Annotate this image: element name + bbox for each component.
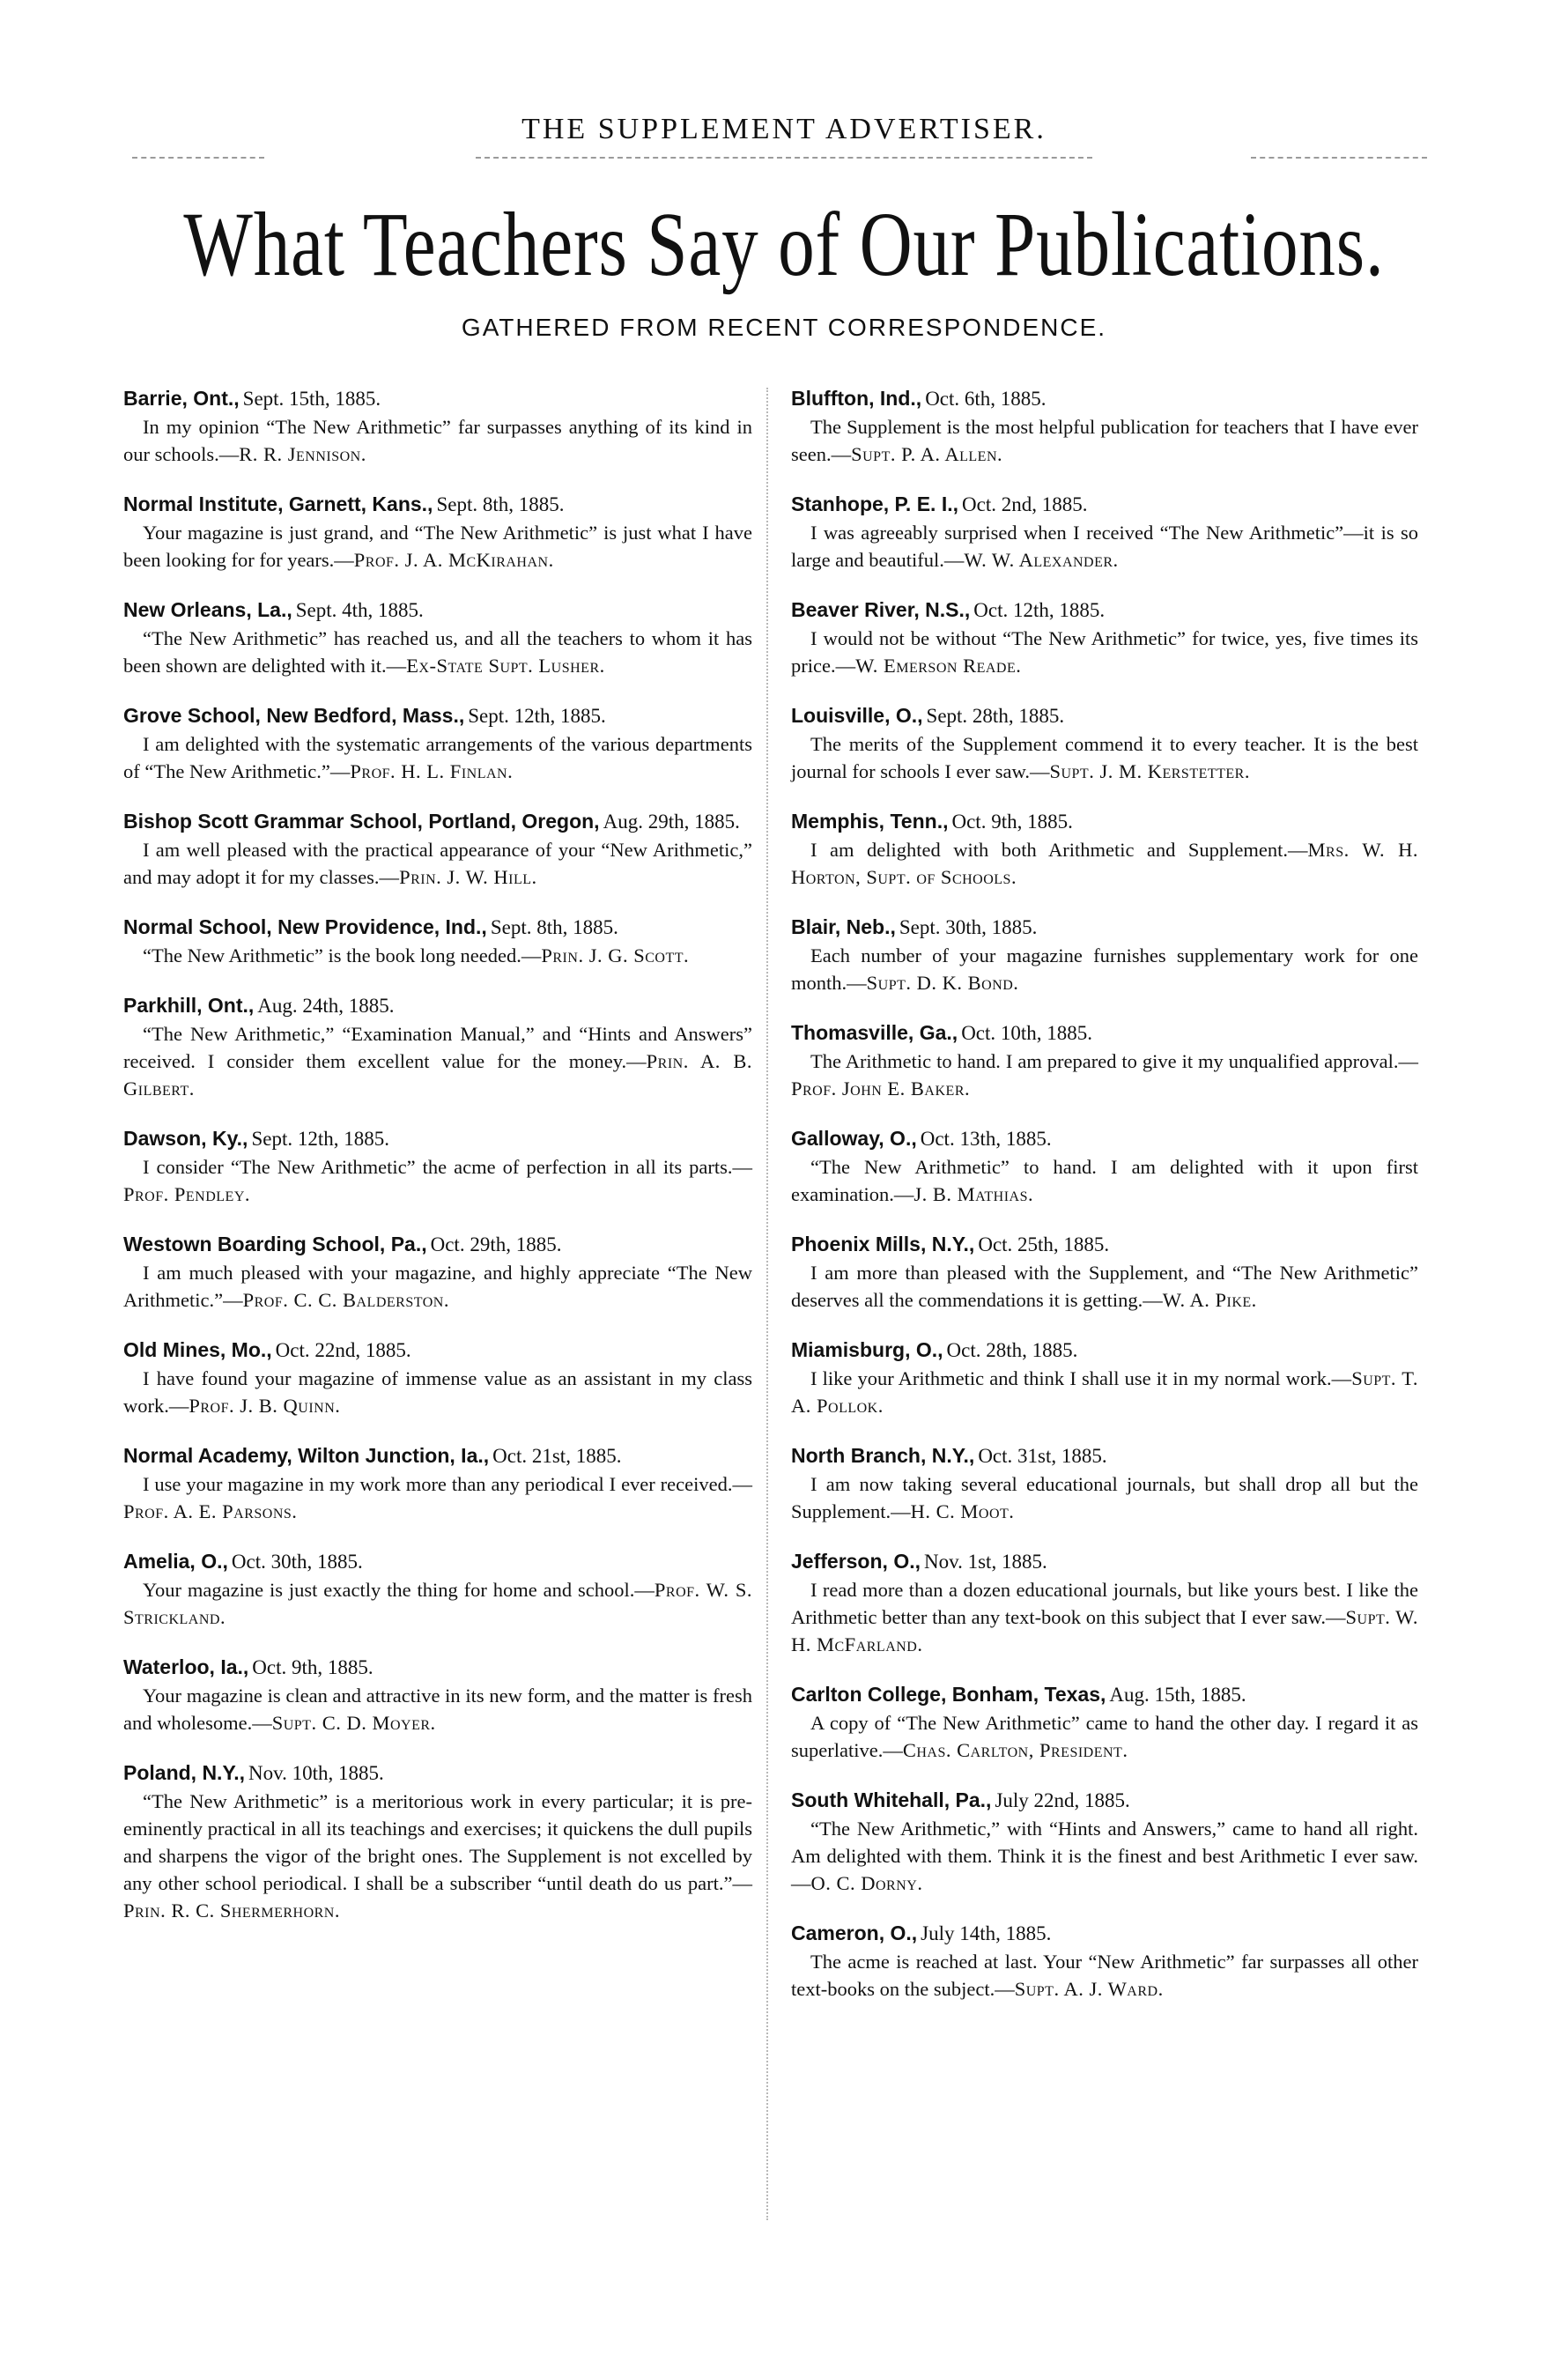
testimonial-entry <box>791 701 1418 785</box>
testimonial-heading <box>791 1336 1418 1365</box>
testimonial-entry <box>123 1441 752 1525</box>
testimonial-quote <box>791 1948 1418 2003</box>
testimonial-heading <box>791 913 1418 942</box>
testimonial-quote <box>123 1259 752 1314</box>
testimonial-heading <box>791 1680 1418 1709</box>
testimonial-heading <box>123 596 752 625</box>
testimonial-signature: Prin. J. W. Hill. <box>399 866 537 888</box>
testimonial-text: Your magazine is just exactly the thing for home and school.— <box>143 1579 655 1601</box>
testimonial-entry <box>123 1547 752 1631</box>
testimonial-date: Oct. 2nd, 1885. <box>962 493 1088 515</box>
testimonial-location: Normal School, New Providence, Ind., <box>123 915 487 938</box>
testimonial-date: Nov. 10th, 1885. <box>248 1762 384 1784</box>
testimonial-text: I like your Arithmetic and think I shall use it in my normal work.— <box>810 1367 1352 1389</box>
testimonial-entry <box>791 384 1418 468</box>
testimonial-heading <box>123 1441 752 1470</box>
testimonial-location: Old Mines, Mo., <box>123 1338 272 1361</box>
running-head: THE SUPPLEMENT ADVERTISER. <box>521 113 1047 145</box>
testimonial-quote <box>123 625 752 679</box>
testimonial-date: Aug. 29th, 1885. <box>603 811 740 833</box>
testimonial-quote <box>791 1153 1418 1208</box>
testimonial-quote <box>791 413 1418 468</box>
testimonial-signature: Prof. W. S. Strickland. <box>123 1579 752 1628</box>
testimonial-entry <box>791 1336 1418 1419</box>
column-divider <box>766 388 768 2220</box>
testimonial-location: North Branch, N.Y., <box>791 1444 975 1467</box>
testimonial-location: Beaver River, N.S., <box>791 598 971 621</box>
testimonial-signature: Supt. D. K. Bond. <box>866 972 1019 994</box>
testimonial-heading <box>791 1230 1418 1259</box>
testimonial-location: Thomasville, Ga., <box>791 1021 958 1044</box>
testimonial-heading <box>791 807 1418 836</box>
page-title: What Teachers Say of Our Publications. <box>183 194 1385 295</box>
testimonial-signature: Prin. J. G. Scott. <box>541 944 690 966</box>
testimonial-location: Parkhill, Ont., <box>123 994 255 1017</box>
testimonial-signature: Supt. W. H. McFarland. <box>791 1606 1418 1655</box>
testimonial-quote <box>791 1048 1418 1102</box>
testimonial-text: Your magazine is just grand, and “The New Arithmetic” is just what I have been looking for for years.— <box>123 522 752 571</box>
testimonial-entry <box>791 1441 1418 1525</box>
testimonial-location: Poland, N.Y., <box>123 1761 246 1784</box>
testimonial-quote <box>123 413 752 468</box>
testimonial-text: The Supplement is the most helpful publication for teachers that I have ever seen.— <box>791 416 1418 465</box>
testimonial-quote <box>791 1709 1418 1764</box>
testimonial-date: Sept. 8th, 1885. <box>490 916 618 938</box>
testimonial-heading <box>791 384 1418 413</box>
testimonial-location: Normal Academy, Wilton Junction, Ia., <box>123 1444 490 1467</box>
testimonial-entry <box>791 1680 1418 1764</box>
testimonial-heading <box>123 490 752 519</box>
testimonial-signature: W. Emerson Reade. <box>855 655 1022 677</box>
testimonial-location: South Whitehall, Pa., <box>791 1788 992 1811</box>
testimonial-date: Nov. 1st, 1885. <box>923 1551 1047 1573</box>
testimonial-text: I would not be without “The New Arithmetic” for twice, yes, five times its price.— <box>791 627 1418 677</box>
testimonial-date: Oct. 10th, 1885. <box>961 1022 1093 1044</box>
testimonial-location: Louisville, O., <box>791 704 923 727</box>
testimonial-date: Oct. 29th, 1885. <box>430 1233 562 1255</box>
testimonial-date: Oct. 6th, 1885. <box>925 388 1047 410</box>
testimonial-quote <box>791 836 1418 891</box>
testimonial-location: Cameron, O., <box>791 1922 918 1944</box>
testimonial-date: Sept. 12th, 1885. <box>251 1128 389 1150</box>
testimonial-heading <box>123 701 752 730</box>
header-rule-right <box>1251 157 1427 159</box>
testimonial-text: I read more than a dozen educational journals, but like yours best. I like the Arithmetic better than any text-book on this subject that I ever saw.— <box>791 1579 1418 1628</box>
testimonial-date: Oct. 9th, 1885. <box>252 1656 374 1678</box>
testimonial-location: Stanhope, P. E. I., <box>791 492 959 515</box>
testimonial-text: I use your magazine in my work more than any periodical I ever received.— <box>143 1473 752 1495</box>
testimonial-date: Oct. 28th, 1885. <box>946 1339 1078 1361</box>
testimonial-heading <box>791 1547 1418 1576</box>
testimonial-entry <box>123 913 752 969</box>
testimonial-text: The Arithmetic to hand. I am prepared to give it my unqualified approval.— <box>810 1050 1418 1072</box>
testimonial-text: A copy of “The New Arithmetic” came to hand the other day. I regard it as superlative.— <box>791 1712 1418 1761</box>
testimonial-text: I am well pleased with the practical appearance of your “New Arithmetic,” and may adopt it for my classes.— <box>123 839 752 888</box>
testimonial-location: Waterloo, Ia., <box>123 1655 249 1678</box>
testimonial-text: “The New Arithmetic” to hand. I am delighted with it upon first examination.— <box>791 1156 1418 1205</box>
testimonial-entry <box>791 490 1418 574</box>
testimonial-signature: Prof. H. L. Finlan. <box>350 760 514 782</box>
testimonial-heading <box>123 1336 752 1365</box>
testimonial-entry <box>791 1124 1418 1208</box>
testimonial-location: Westown Boarding School, Pa., <box>123 1233 427 1255</box>
testimonial-signature: W. W. Alexander. <box>964 549 1119 571</box>
testimonial-quote <box>123 1788 752 1924</box>
testimonial-entry <box>123 991 752 1102</box>
header-rule-left <box>132 157 264 159</box>
testimonial-text: Your magazine is clean and attractive in its new form, and the matter is fresh and wholesome.— <box>123 1685 752 1734</box>
testimonial-signature: W. A. Pike. <box>1162 1289 1257 1311</box>
testimonial-date: Sept. 12th, 1885. <box>468 705 606 727</box>
testimonial-location: Normal Institute, Garnett, Kans., <box>123 492 433 515</box>
testimonial-quote <box>123 1470 752 1525</box>
testimonial-column-left <box>123 384 752 1946</box>
testimonial-text: I am much pleased with your magazine, and highly appreciate “The New Arithmetic.”— <box>123 1262 752 1311</box>
testimonial-entry <box>791 1786 1418 1897</box>
testimonial-text: I am delighted with the systematic arrangements of the various departments of “The New Arithmetic.”— <box>123 733 752 782</box>
testimonial-entry <box>123 1336 752 1419</box>
testimonial-quote <box>123 1682 752 1736</box>
testimonial-location: Jefferson, O., <box>791 1550 921 1573</box>
testimonial-heading <box>123 1759 752 1788</box>
testimonial-entry <box>123 1124 752 1208</box>
testimonial-date: Sept. 30th, 1885. <box>899 916 1038 938</box>
testimonial-heading <box>123 913 752 942</box>
testimonial-signature: H. C. Moot. <box>910 1500 1015 1522</box>
testimonial-heading <box>791 1441 1418 1470</box>
testimonial-quote <box>123 519 752 574</box>
testimonial-location: Dawson, Ky., <box>123 1127 248 1150</box>
testimonial-entry <box>791 596 1418 679</box>
testimonial-entry <box>123 596 752 679</box>
testimonial-signature: Ex-State Supt. Lusher. <box>406 655 605 677</box>
testimonial-entry <box>791 1547 1418 1658</box>
testimonial-entry <box>123 1759 752 1924</box>
testimonial-text: The merits of the Supplement commend it to every teacher. It is the best journal for schools I ever saw.— <box>791 733 1418 782</box>
testimonial-text: I am delighted with both Arithmetic and Supplement.— <box>810 839 1308 861</box>
testimonial-entry <box>791 1919 1418 2003</box>
testimonial-quote <box>123 836 752 891</box>
testimonial-heading <box>123 1653 752 1682</box>
testimonial-text: In my opinion “The New Arithmetic” far surpasses anything of its kind in our schools.— <box>123 416 752 465</box>
testimonial-entry <box>123 490 752 574</box>
testimonial-text: I consider “The New Arithmetic” the acme of perfection in all its parts.— <box>143 1156 752 1178</box>
testimonial-heading <box>791 1786 1418 1815</box>
testimonial-heading <box>791 701 1418 730</box>
testimonial-signature: Prof. J. A. McKirahan. <box>353 549 554 571</box>
testimonial-text: I am now taking several educational journals, but shall drop all but the Supplement.— <box>791 1473 1418 1522</box>
testimonial-date: Oct. 22nd, 1885. <box>275 1339 411 1361</box>
testimonial-heading <box>123 384 752 413</box>
testimonial-date: Oct. 12th, 1885. <box>973 599 1106 621</box>
testimonial-location: Blair, Neb., <box>791 915 896 938</box>
testimonial-text: I have found your magazine of immense value as an assistant in my class work.— <box>123 1367 752 1417</box>
testimonial-date: Oct. 21st, 1885. <box>492 1445 622 1467</box>
testimonial-text: “The New Arithmetic,” with “Hints and Answers,” came to hand all right. Am delighted with them. Think it is the finest and best Arithmetic I ever saw.— <box>791 1818 1418 1894</box>
testimonial-signature: Prof. C. C. Balderston. <box>242 1289 449 1311</box>
testimonial-location: Phoenix Mills, N.Y., <box>791 1233 975 1255</box>
testimonial-date: Oct. 13th, 1885. <box>920 1128 1052 1150</box>
testimonial-text: “The New Arithmetic” is a meritorious work in every particular; it is pre-eminently practical in all its teachings and exercises; it quickens the dull pupils and sharpens the vigor of the bright ones. The Supplement is not excelled by any other school periodical. I shall be a subscriber “until death do us part.”— <box>123 1790 752 1894</box>
testimonial-signature: Supt. C. D. Moyer. <box>271 1712 436 1734</box>
testimonial-location: Bishop Scott Grammar School, Portland, Oregon, <box>123 810 600 833</box>
testimonial-date: Aug. 15th, 1885. <box>1109 1684 1246 1706</box>
testimonial-location: New Orleans, La., <box>123 598 292 621</box>
testimonial-location: Grove School, New Bedford, Mass., <box>123 704 465 727</box>
testimonial-location: Memphis, Tenn., <box>791 810 949 833</box>
testimonial-location: Galloway, O., <box>791 1127 917 1150</box>
testimonial-signature: Prin. A. B. Gilbert. <box>123 1050 752 1100</box>
testimonial-entry <box>123 1653 752 1736</box>
testimonial-quote <box>123 1365 752 1419</box>
testimonial-entry <box>791 807 1418 891</box>
testimonial-entry <box>123 807 752 891</box>
testimonial-signature: Supt. A. J. Ward. <box>1014 1978 1164 2000</box>
testimonial-date: Sept. 8th, 1885. <box>436 493 565 515</box>
testimonial-quote <box>791 1259 1418 1314</box>
testimonial-heading <box>791 1124 1418 1153</box>
testimonial-heading <box>123 807 752 836</box>
page-subtitle: GATHERED FROM RECENT CORRESPONDENCE. <box>461 314 1107 341</box>
testimonial-signature: Prof. J. B. Quinn. <box>189 1395 341 1417</box>
testimonial-quote <box>123 730 752 785</box>
testimonial-quote <box>791 519 1418 574</box>
testimonial-signature: Prin. R. C. Shermerhorn. <box>123 1899 340 1922</box>
testimonial-quote <box>123 942 752 969</box>
testimonial-signature: Prof. Pendley. <box>123 1183 251 1205</box>
testimonial-location: Barrie, Ont., <box>123 387 240 410</box>
testimonial-quote <box>123 1153 752 1208</box>
testimonial-location: Amelia, O., <box>123 1550 228 1573</box>
testimonial-signature: Supt. J. M. Kerstetter. <box>1049 760 1250 782</box>
testimonial-heading <box>791 1018 1418 1048</box>
testimonial-text: I was agreeably surprised when I received “The New Arithmetic”—it is so large and beautiful.— <box>791 522 1418 571</box>
testimonial-signature: Supt. T. A. Pollok. <box>791 1367 1418 1417</box>
testimonial-quote <box>791 1576 1418 1658</box>
testimonial-entry <box>123 384 752 468</box>
testimonial-signature: O. C. Dorny. <box>810 1872 923 1894</box>
testimonial-date: Oct. 9th, 1885. <box>951 811 1073 833</box>
testimonial-heading <box>791 1919 1418 1948</box>
testimonial-signature: R. R. Jennison. <box>239 443 366 465</box>
testimonial-heading <box>123 1547 752 1576</box>
testimonial-entry <box>791 1018 1418 1102</box>
testimonial-quote <box>123 1020 752 1102</box>
header-rule-center <box>476 157 1092 159</box>
testimonial-location: Bluffton, Ind., <box>791 387 922 410</box>
testimonial-quote <box>123 1576 752 1631</box>
testimonial-date: Oct. 30th, 1885. <box>231 1551 363 1573</box>
testimonial-date: Sept. 15th, 1885. <box>242 388 381 410</box>
testimonial-signature: Chas. Carlton, President. <box>902 1739 1128 1761</box>
testimonial-location: Miamisburg, O., <box>791 1338 943 1361</box>
testimonial-date: Aug. 24th, 1885. <box>257 995 395 1017</box>
testimonial-date: July 22nd, 1885. <box>995 1789 1130 1811</box>
testimonial-date: Oct. 25th, 1885. <box>978 1233 1110 1255</box>
testimonial-date: July 14th, 1885. <box>921 1922 1052 1944</box>
testimonial-text: “The New Arithmetic,” “Examination Manual,” and “Hints and Answers” received. I consider them excellent value for the money.— <box>123 1023 752 1072</box>
testimonial-quote <box>791 942 1418 996</box>
testimonial-text: “The New Arithmetic” is the book long needed.— <box>143 944 542 966</box>
testimonial-quote <box>791 730 1418 785</box>
testimonial-entry <box>123 701 752 785</box>
testimonial-heading <box>791 596 1418 625</box>
testimonial-heading <box>123 1230 752 1259</box>
testimonial-quote <box>791 1815 1418 1897</box>
testimonial-date: Sept. 4th, 1885. <box>295 599 424 621</box>
testimonial-entry <box>791 913 1418 996</box>
testimonial-quote <box>791 1470 1418 1525</box>
testimonial-text: “The New Arithmetic” has reached us, and all the teachers to whom it has been shown are delighted with it.— <box>123 627 752 677</box>
testimonial-quote <box>791 625 1418 679</box>
testimonial-heading <box>123 1124 752 1153</box>
testimonial-signature: Mrs. W. H. Horton, Supt. of Schools. <box>791 839 1418 888</box>
testimonial-quote <box>791 1365 1418 1419</box>
testimonial-signature: Prof. John E. Baker. <box>791 1077 971 1100</box>
testimonial-signature: J. B. Mathias. <box>913 1183 1034 1205</box>
testimonial-entry <box>791 1230 1418 1314</box>
testimonial-heading <box>123 991 752 1020</box>
testimonial-location: Carlton College, Bonham, Texas, <box>791 1683 1106 1706</box>
testimonial-date: Sept. 28th, 1885. <box>926 705 1065 727</box>
testimonial-signature: Supt. P. A. Allen. <box>851 443 1003 465</box>
testimonial-date: Oct. 31st, 1885. <box>978 1445 1107 1467</box>
testimonial-column-right <box>791 384 1418 2025</box>
testimonial-heading <box>791 490 1418 519</box>
testimonial-signature: Prof. A. E. Parsons. <box>123 1500 298 1522</box>
testimonial-text: Each number of your magazine furnishes supplementary work for one month.— <box>791 944 1418 994</box>
testimonial-text: The acme is reached at last. Your “New Arithmetic” far surpasses all other text-books on the subject.— <box>791 1951 1418 2000</box>
testimonial-entry <box>123 1230 752 1314</box>
testimonial-text: I am more than pleased with the Supplement, and “The New Arithmetic” deserves all the commendations it is getting.— <box>791 1262 1418 1311</box>
